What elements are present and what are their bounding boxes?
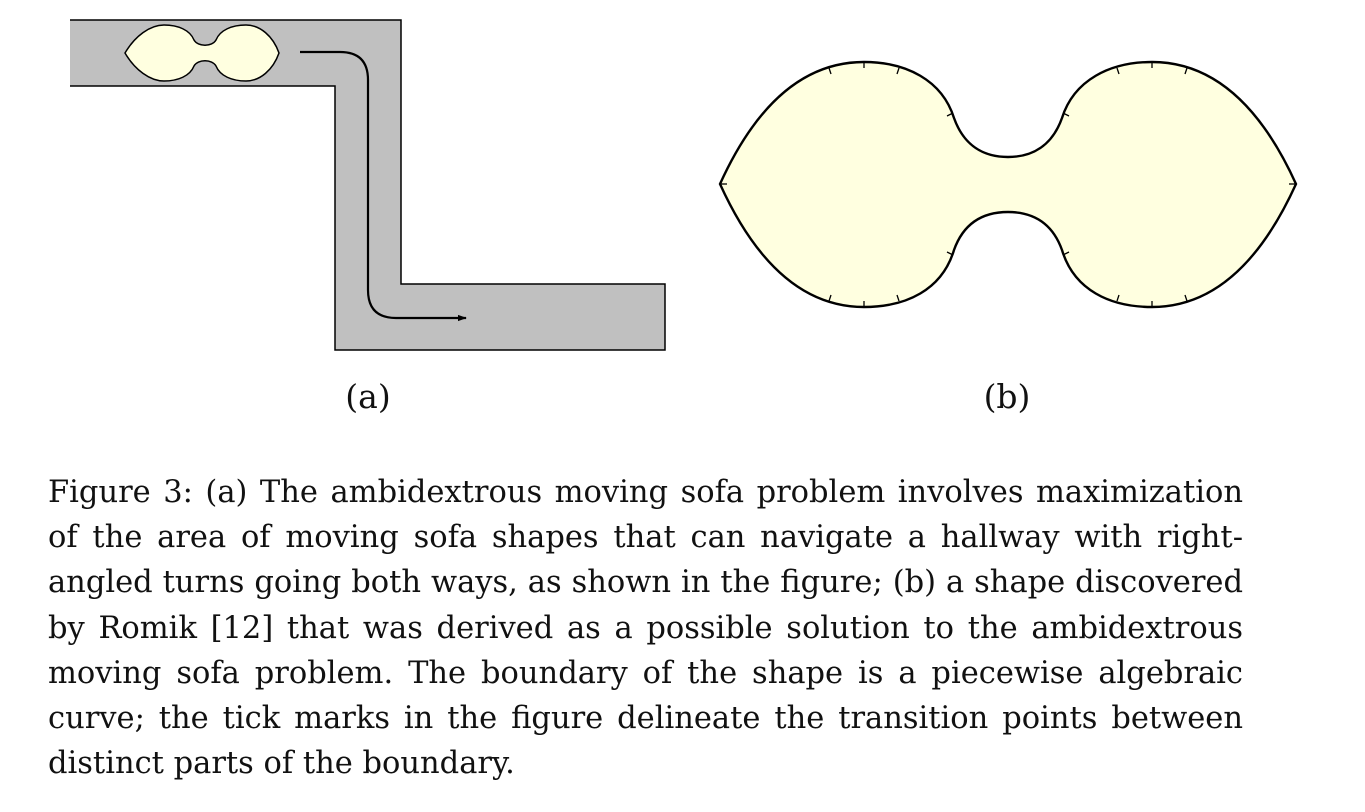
romik-sofa-shape (720, 62, 1296, 307)
subfigure-a-label: (a) (345, 377, 391, 416)
subfigure-b-label: (b) (983, 377, 1031, 416)
caption-line: by Romik [12] that was derived as a possible solution to the ambidextrous (48, 610, 1243, 646)
caption-line: distinct parts of the boundary. (48, 746, 515, 782)
figure-caption (48, 470, 1243, 786)
caption-line: moving sofa problem. The boundary of the shape is a piecewise algebraic (48, 655, 1243, 691)
romik-sofa-diagram (0, 0, 1365, 370)
caption-line: curve; the tick marks in the figure delineate the transition points between (48, 701, 1243, 737)
caption-line: of the area of moving sofa shapes that can navigate a hallway with right- (48, 520, 1243, 556)
caption-line: angled turns going both ways, as shown in the figure; (b) a shape discovered (48, 565, 1243, 601)
caption-line: Figure 3: (a) The ambidextrous moving sofa problem involves maximization (48, 475, 1243, 510)
